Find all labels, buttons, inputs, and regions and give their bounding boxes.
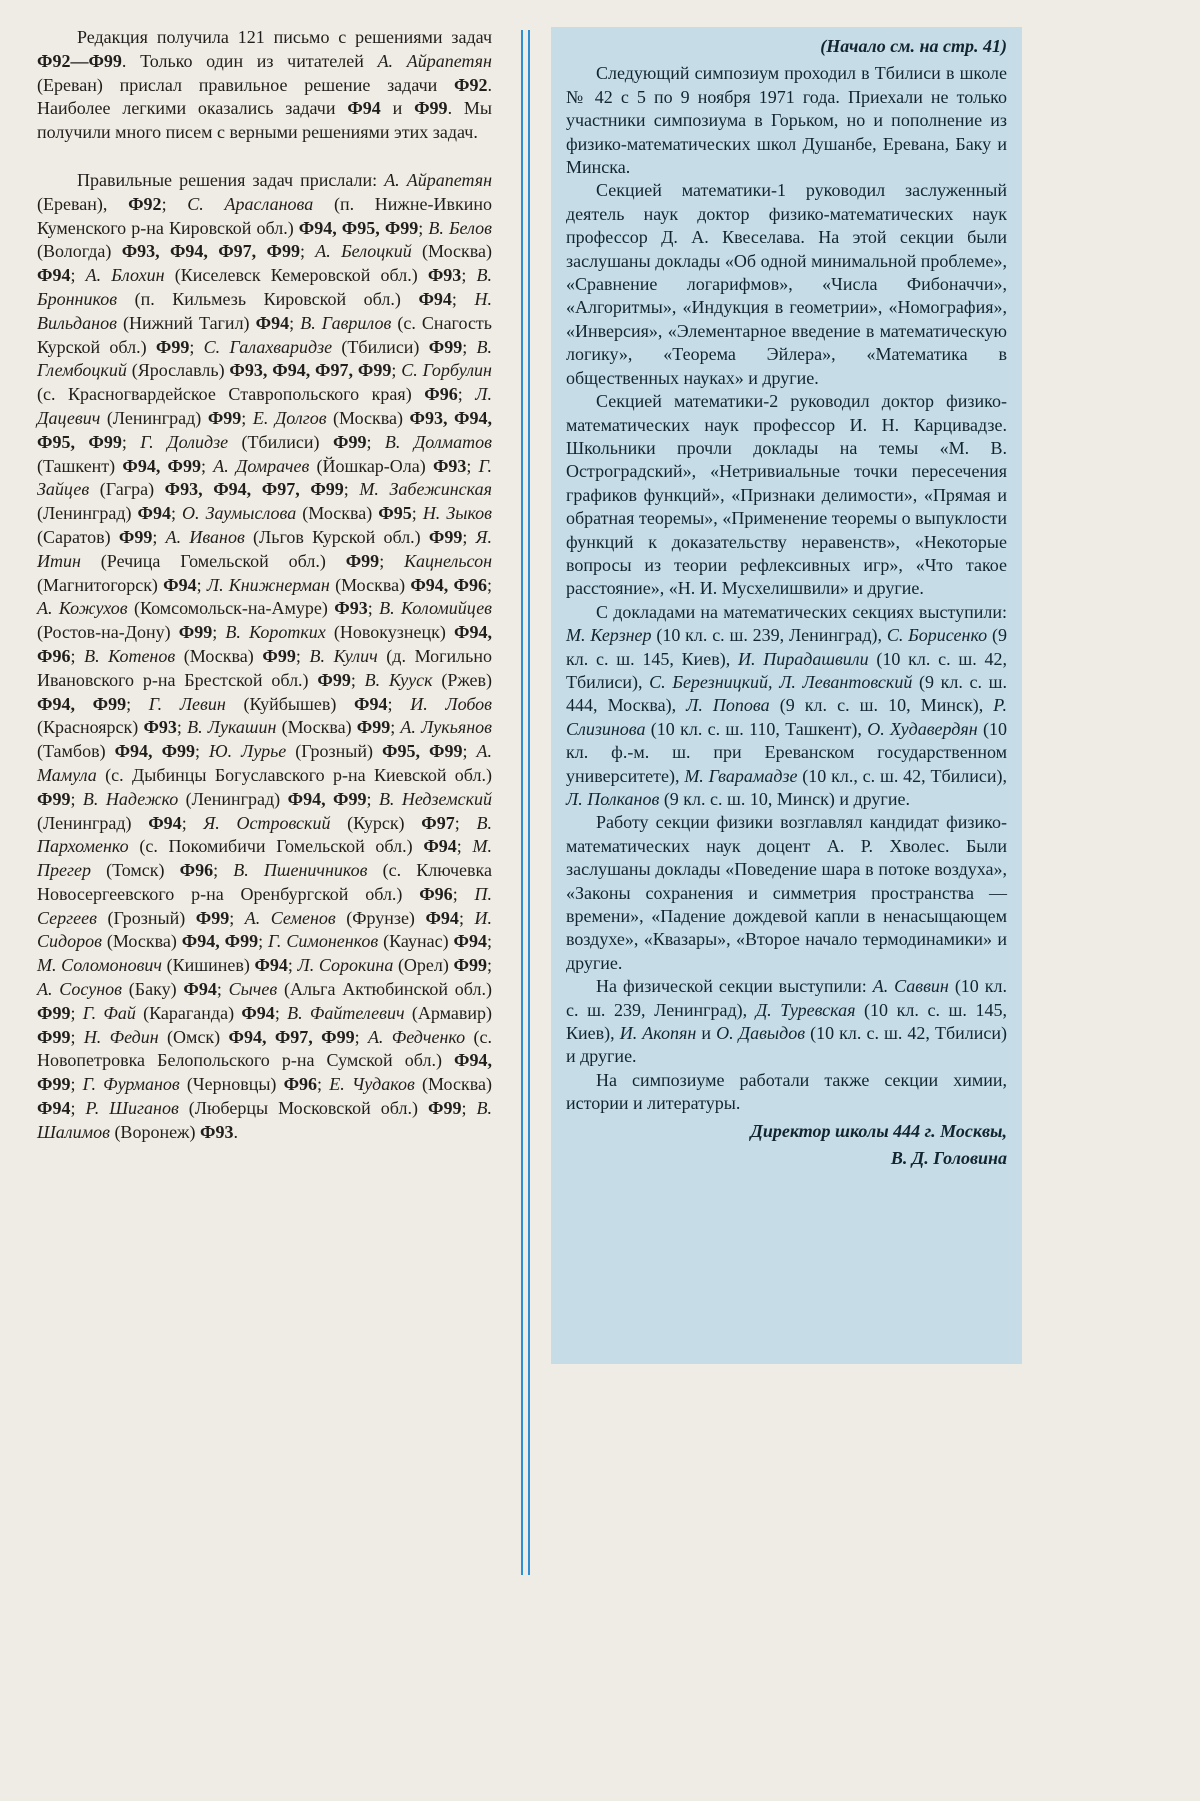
math-section-1-paragraph: Секцией математики-1 руководил заслуженный деятель наук доктор физико-математических наук профессор Д. А. Квеселава. На этой секции были заслушаны доклады «Об одной минимальной проблеме», «Сравнение логарифмов», «Числа Фибоначчи», «Алгоритмы», «Индукция в геометрии», «Номография», «Инверсия», «Элементарное введение в математическую логику», «Теорема Эйлера», «Математика в общественных науках» и другие. (566, 180, 1007, 388)
editorial-note-paragraph: Редакция получила 121 письмо с решениями задач Ф92—Ф99. Только один из читателей А. Айрапетян (Ереван) прислал правильное решение задачи Ф92. Наиболее легкими оказались задачи Ф94 и Ф99. Мы получили много писем с верными решениями этих задач. (37, 27, 492, 143)
symposium-intro-paragraph: Следующий симпозиум проходил в Тбилиси в школе № 42 с 5 по 9 ноября 1971 года. Приехали не только участники симпозиума в Горьком, но и пополнение из физико-математических школ Душанбе, Еревана, Баку и Минска. (566, 63, 1007, 178)
symposium-panel (551, 27, 1022, 1364)
column-divider-rule (521, 30, 530, 1575)
math-speakers-paragraph: С докладами на математических секциях выступили: М. Керзнер (10 кл. с. ш. 239, Ленинград), С. Борисенко (9 кл. с. ш. 145, Киев), И. Пирадашвили (10 кл. с. ш. 42, Тбилиси), С. Березницкий, Л. Левантовский (9 кл. с. ш. 444, Москва), Л. Попова (9 кл. с. ш. 10, Минск), Р. Слизинова (10 кл. с. ш. 110, Ташкент), О. Худавердян (10 кл. ф.-м. ш. при Ереванском государственном университете), М. Гварамадзе (10 кл., с. ш. 42, Тбилиси), Л. Полканов (9 кл. с. ш. 10, Минск) и другие. (566, 601, 1008, 809)
other-sections-paragraph: На симпозиуме работали также секции химии, истории и литературы. (566, 1069, 1007, 1114)
physics-section-paragraph: Работу секции физики возглавлял кандидат физико-математических наук доцент А. Р. Хволес. Были заслушаны доклады «Поведение шара в потоке воздуха», «Законы сохранения и симметрия пространства — времени», «Падение дождевой капли в ненасыщающем воздухе», «Квазары», «Второе начало термодинамики» и другие. (566, 812, 1007, 973)
left-column (37, 26, 492, 1145)
math-section-2-paragraph: Секцией математики-2 руководил доктор физико-математических наук профессор И. Н. Карцивадзе. Школьники прочли доклады на темы «М. В. Остроградский», «Нетривиальные точки пересечения графиков функций», «Признаки делимости», «Прямая и обратная теоремы», «Применение теоремы о выпуклости функций к доказательству неравенств», «Некоторые вопросы из теории рефлексивных игр», «Что такое расстояние», «Н. И. Мусхелишвили» и другие. (566, 391, 1007, 599)
solvers-list-paragraph: Правильные решения задач прислали: А. Айрапетян (Ереван), Ф92; С. Арасланова (п. Нижне-Ивкино Куменского р-на Кировской обл.) Ф94, Ф95, Ф99; В. Белов (Вологда) Ф93, Ф94, Ф97, Ф99; А. Белоцкий (Москва) Ф94; А. Блохин (Киселевск Кемеровской обл.) Ф93; В. Бронников (п. Кильмезь Кировской обл.) Ф94; Н. Вильданов (Нижний Тагил) Ф94; В. Гаврилов (с. Снагость Курской обл.) Ф99; С. Галахваридзе (Тбилиси) Ф99; В. Глембоцкий (Ярославль) Ф93, Ф94, Ф97, Ф99; С. Горбулин (с. Красногвардейское Ставропольского края) Ф96; Л. Дацевич (Ленинград) Ф99; Е. Долгов (Москва) Ф93, Ф94, Ф95, Ф99; Г. Долидзе (Тбилиси) Ф99; В. Долматов (Ташкент) Ф94, Ф99; А. Домрачев (Йошкар-Ола) Ф93; Г. Зайцев (Гагра) Ф93, Ф94, Ф97, Ф99; М. Забежинская (Ленинград) Ф94; О. Заумыслова (Москва) Ф95; Н. Зыков (Саратов) Ф99; А. Иванов (Льгов Курской обл.) Ф99; Я. Итин (Речица Гомельской обл.) Ф99; Кацнельсон (Магнитогорск) Ф94; Л. Книжнерман (Москва) Ф94, Ф96; А. Кожухов (Комсомольск-на-Амуре) Ф93; В. Коломийцев (Ростов-на-Дону) Ф99; В. Коротких (Новокузнецк) Ф94, Ф96; В. Котенов (Москва) Ф99; В. Кулич (д. Могильно Ивановского р-на Брестской обл.) Ф99; В. Кууск (Ржев) Ф94, Ф99; Г. Левин (Куйбышев) Ф94; И. Лобов (Красноярск) Ф93; В. Лукашин (Москва) Ф99; А. Лукьянов (Тамбов) Ф94, Ф99; Ю. Лурье (Грозный) Ф95, Ф99; А. Мамула (с. Дыбинцы Богуславского р-на Киевской обл.) Ф99; В. Надежко (Ленинград) Ф94, Ф99; В. Недземский (Ленинград) Ф94; Я. Островский (Курск) Ф97; В. Пархоменко (с. Покомибичи Гомельской обл.) Ф94; М. Прегер (Томск) Ф96; В. Пшеничников (с. Ключевка Новосергеевского р-на Оренбургской обл.) Ф96; П. Сергеев (Грозный) Ф99; А. Семенов (Фрунзе) Ф94; И. Сидоров (Москва) Ф94, Ф99; Г. Симоненков (Каунас) Ф94; М. Соломонович (Кишинев) Ф94; Л. Сорокина (Орел) Ф99; А. Сосунов (Баку) Ф94; Сычев (Альга Актюбинской обл.) Ф99; Г. Фай (Караганда) Ф94; В. Файтелевич (Армавир) Ф99; Н. Федин (Омск) Ф94, Ф97, Ф99; А. Федченко (с. Новопетровка Белопольского р-на Сумской обл.) Ф94, Ф99; Г. Фурманов (Черновцы) Ф96; Е. Чудаков (Москва) Ф94; Р. Шиганов (Люберцы Московской обл.) Ф99; В. Шалимов (Воронеж) Ф93. (37, 169, 493, 1142)
signature-role: Директор школы 444 г. Москвы, (750, 1120, 1007, 1141)
signature-name: В. Д. Головина (890, 1148, 1007, 1169)
continuation-note: (Начало см. на стр. 41) (820, 36, 1007, 56)
physics-speakers-paragraph: На физической секции выступили: А. Саввин (10 кл. с. ш. 239, Ленинград), Д. Туревская (10 кл. с. ш. 145, Киев), И. Акопян и О. Давыдов (10 кл. с. ш. 42, Тбилиси) и другие. (566, 976, 1008, 1067)
